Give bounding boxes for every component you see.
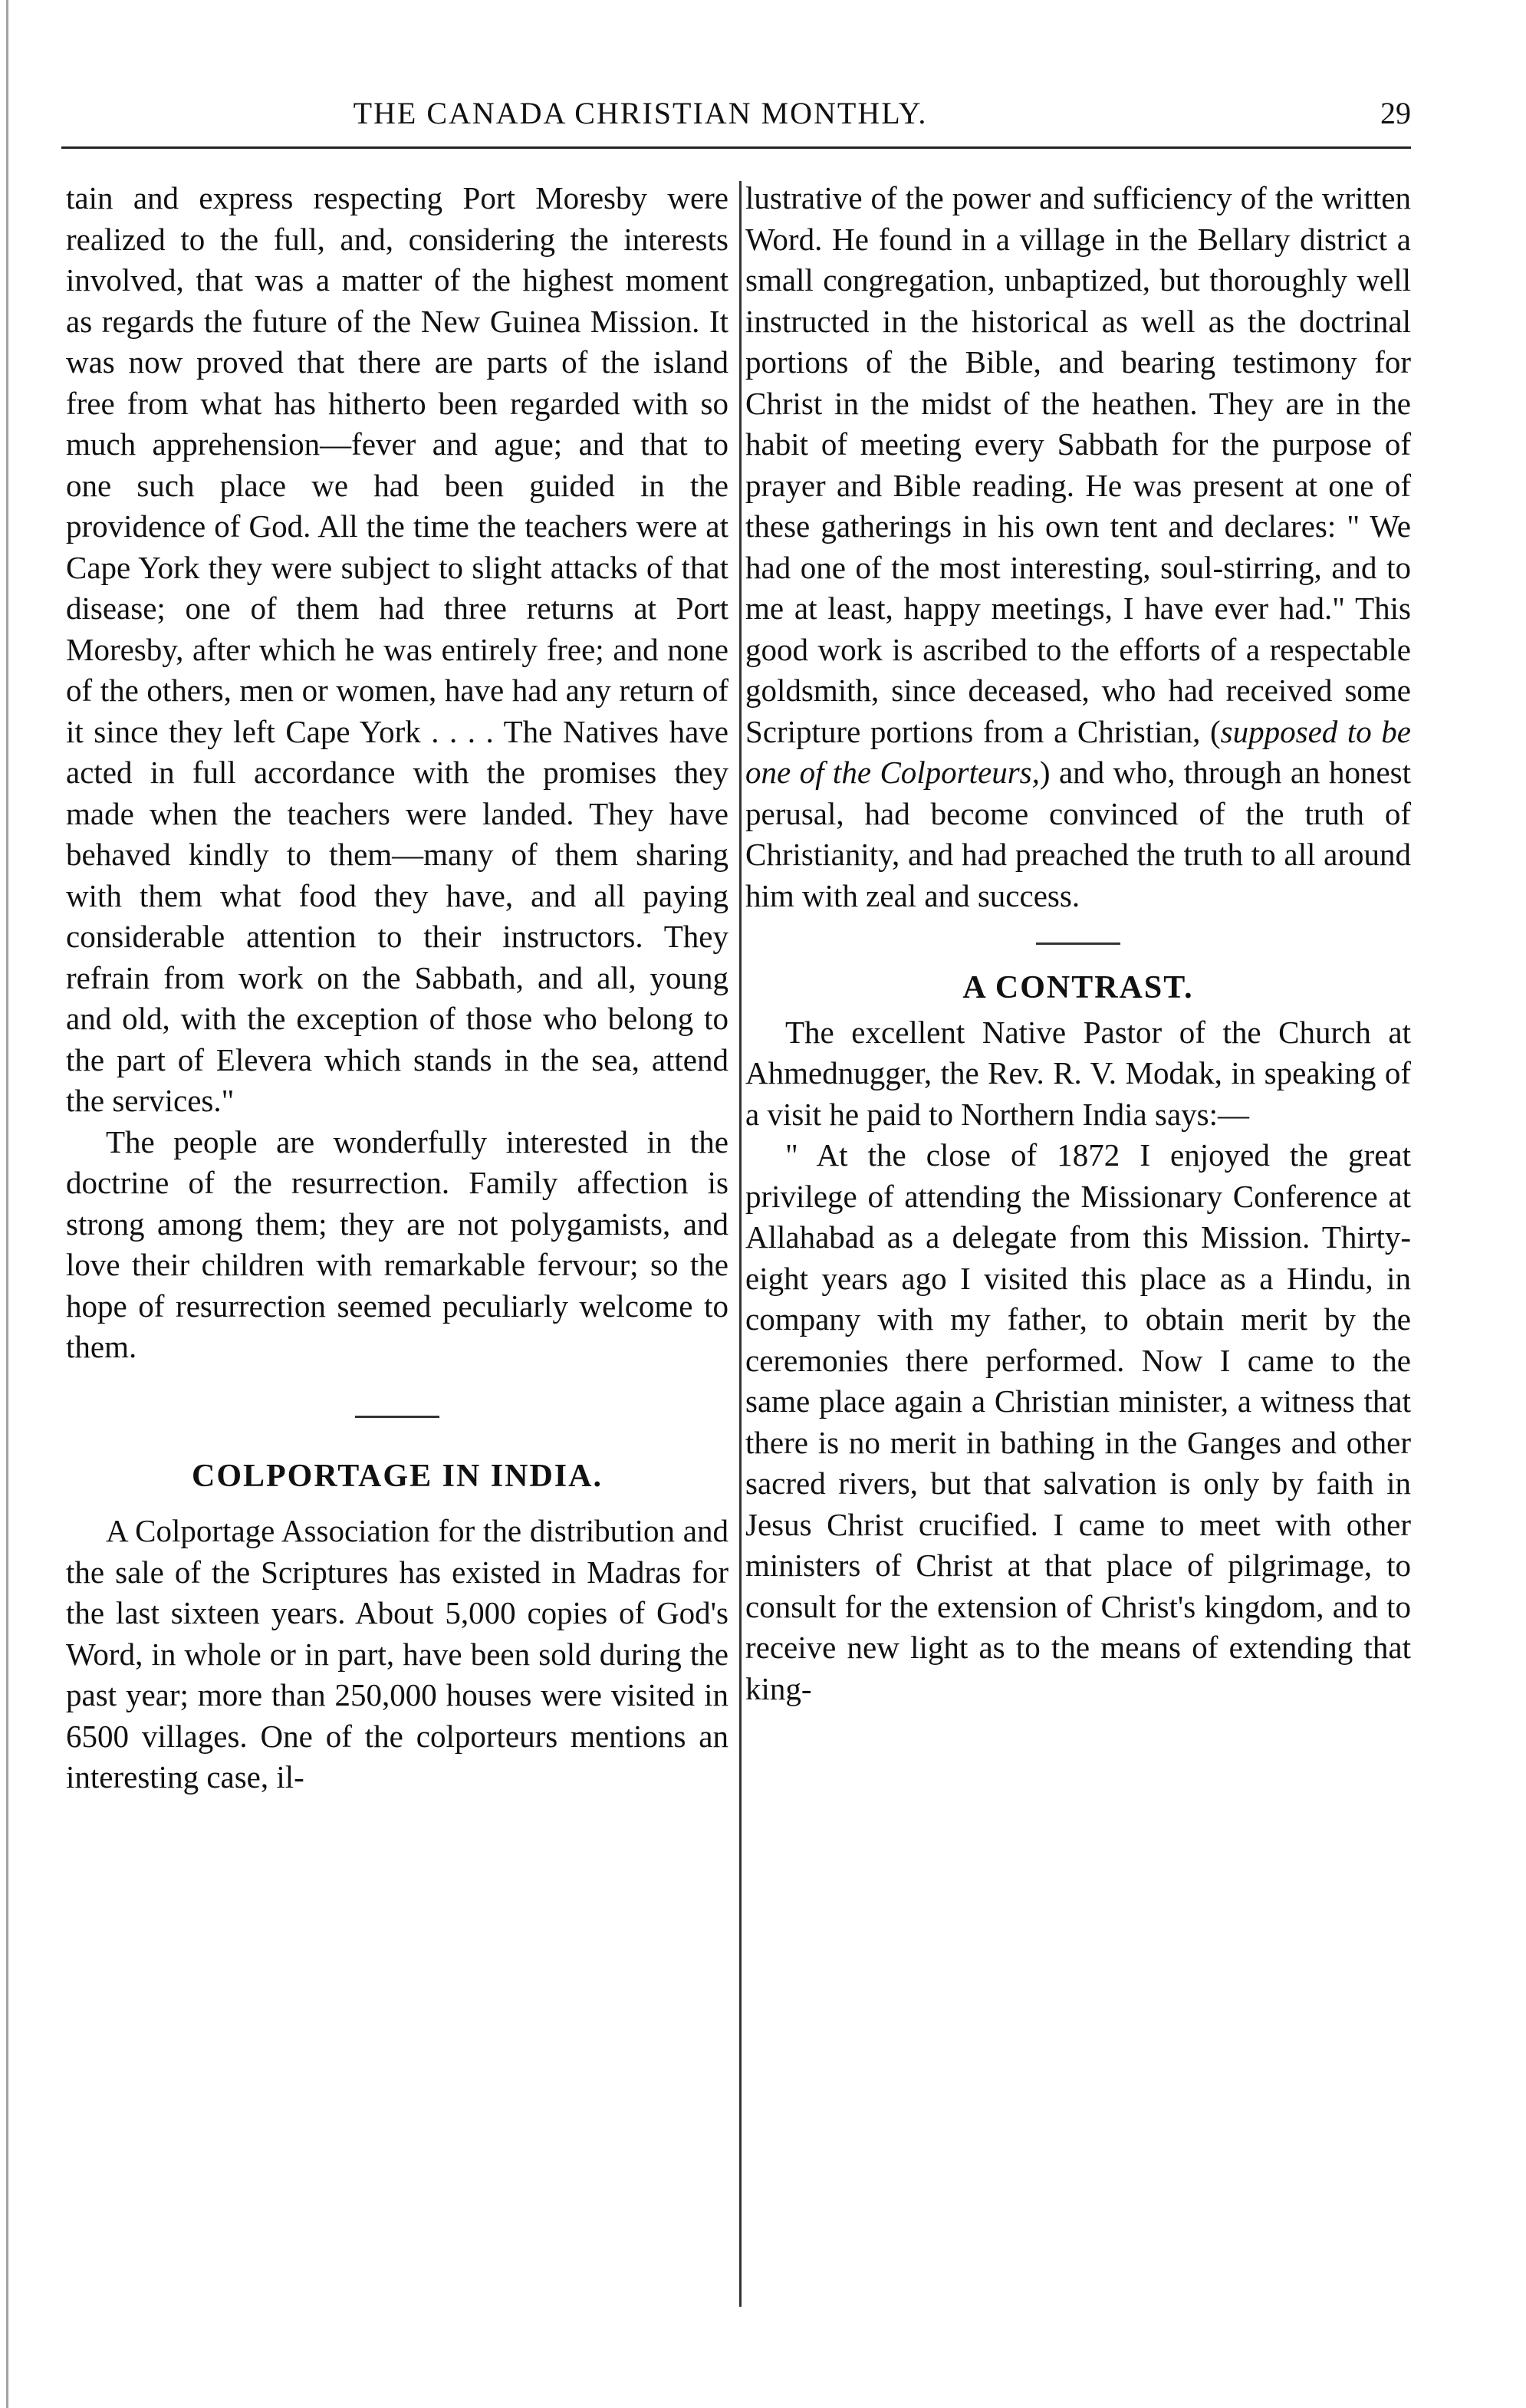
section-heading: COLPORTAGE IN INDIA.: [192, 1458, 603, 1494]
section-rule: [1036, 942, 1120, 945]
paragraph: [745, 178, 1411, 916]
page-header: [61, 90, 1411, 144]
right-column: [745, 178, 1411, 1709]
running-title: THE CANADA CHRISTIAN MONTHLY.: [353, 96, 928, 130]
page-number: 29: [1380, 96, 1411, 130]
paragraph-text: ) and who, through an honest perusal, had become convinced of the truth of Christianity, and had preached the truth to all around him with zeal and success.: [745, 755, 1411, 913]
header-rule: [61, 146, 1411, 149]
paragraph: " At the close of 1872 I enjoyed the great privilege of attending the Missionary Conference at Allahabad as a delegate from this Mission. Thirty-eight years ago I visited this place as a Hindu, in company with my father, to obtain merit by the ceremonies there performed. Now I came to the same place again a Christian minister, a witness that there is no merit in bathing in the Ganges and other sacred rivers, but that salvation is only by faith in Jesus Christ crucified. I came to meet with other ministers of Christ at that place of pilgrimage, to consult for the extension of Christ's kingdom, and to receive new light as to the means of extending that king-: [745, 1137, 1411, 1706]
binding-edge: [6, 0, 8, 2408]
section-heading: A CONTRAST.: [962, 970, 1194, 1005]
paragraph: A Colportage Association for the distribution and the sale of the Scriptures has existed in Madras for the last sixteen years. About 5,000 copies of God's Word, in whole or in part, have been sold during the past year; more than 250,000 houses were visited in 6500 villages. One of the colporteurs mentions an interesting case, il-: [66, 1513, 728, 1794]
paragraph-text: lustrative of the power and sufficiency of the written Word. He found in a village in the Bellary district a small congregation, unbaptized, but thoroughly well instructed in the historical as well as the doctrinal portions of the Bible, and bearing testimony for Christ in the midst of the heathen. They are in the habit of meeting every Sabbath for the purpose of prayer and Bible reading. He was present at one of these gatherings in his own tent and declares: " We had one of the most interesting, soul-stirring, and to me at least, happy meetings, I have ever had." This good work is ascribed to the efforts of a respectable goldsmith, since deceased, who had received some Scripture portions from a Christian, (: [745, 180, 1411, 749]
section-rule: [355, 1416, 439, 1418]
left-column: [66, 178, 728, 1798]
italic-aside: supposed to be one of the Colporteurs,: [745, 713, 1411, 790]
column-divider: [739, 181, 742, 2307]
paragraph: The excellent Native Pastor of the Church at Ahmednugger, the Rev. R. V. Modak, in speaking of a visit he paid to Northern India says:—: [745, 1014, 1411, 1132]
paragraph: The people are wonderfully interested in the doctrine of the resurrection. Family affection is strong among them; they are not polygamists, and love their children with remarkable fervour; so the hope of resurrection seemed peculiarly welcome to them.: [66, 1123, 728, 1364]
paragraph: tain and express respecting Port Moresby were realized to the full, and, considering the interests involved, that was a matter of the highest moment as regards the future of the New Guinea Mission. It was now proved that there are parts of the island free from what has hitherto been regarded with so much apprehension—fever and ague; and that to one such place we had been guided in the providence of God. All the time the teachers were at Cape York they were subject to slight attacks of that disease; one of them had three returns at Port Moresby, after which he was entirely free; and none of the others, men or women, have had any return of it since they left Cape York . . . . The Natives have acted in full accordance with the promises they made when the teachers were landed. They have behaved kindly to them—many of them sharing with them what food they have, and all paying considerable attention to their instructors. They refrain from work on the Sabbath, and all, young and old, with the exception of those who belong to the part of Elevera which stands in the sea, attend the services.": [66, 180, 728, 1118]
